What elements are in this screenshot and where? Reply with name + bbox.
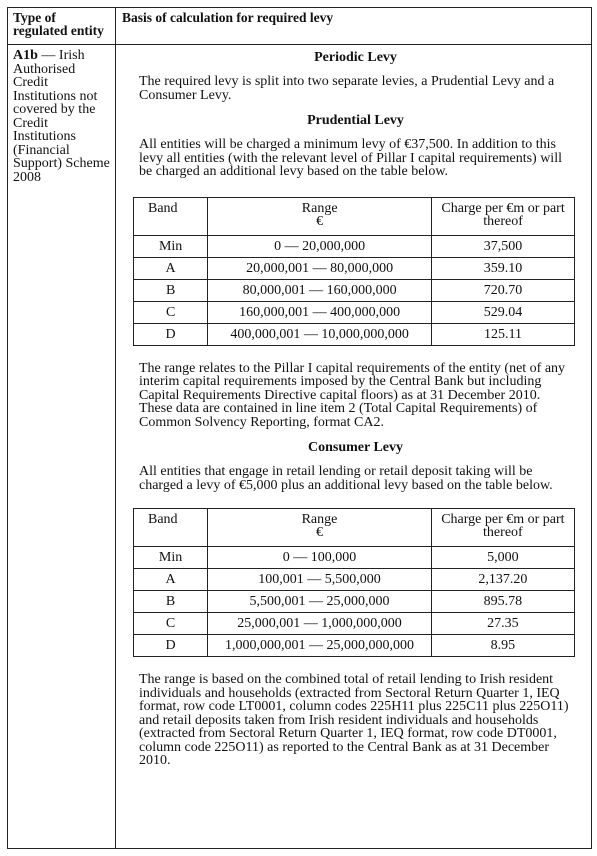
range-cell: 25,000,001 — 1,000,000,000 [208, 613, 432, 635]
range-cell: 160,000,001 — 400,000,000 [208, 301, 432, 323]
basis-cell [139, 48, 572, 768]
charge-cell: 27.35 [431, 613, 574, 635]
entity-description: — Irish Authorised Credit Institutions not covered by the Credit Institutions (Financial Support) Scheme 2008 [13, 48, 110, 185]
prudential-levy-intro: All entities will be charged a minimum levy of €37,500. In addition to this levy all entities (with the relevant level of Pillar I capital requirements) will be charged an additional levy based on the table below. [139, 137, 562, 179]
range-cell: 20,000,001 — 80,000,000 [208, 257, 432, 279]
periodic-levy-heading: Periodic Levy [314, 50, 397, 65]
range-cell: 5,500,001 — 25,000,000 [208, 591, 432, 613]
charge-header: Charge per €m or part thereof [431, 509, 574, 547]
table-row [134, 635, 575, 657]
prudential-levy-table [133, 197, 575, 346]
table-header-row [134, 197, 575, 235]
charge-cell: 359.10 [432, 257, 575, 279]
charge-cell: 5,000 [431, 547, 574, 569]
table-row [134, 279, 575, 301]
table-row [134, 613, 575, 635]
consumer-levy-note: The range is based on the combined total of retail lending to Irish resident individuals and households (extracted from Sectoral Return Quarter 1, IEQ format, row code LT0001, column codes 225H11 plus 225C11 plus 225O11) and retail deposits taken from Irish resident individuals and households (extracted from Sectoral Return Quarter 1, IEQ format, row code DT0001, column code 225O11) as reported to the Central Bank as at 31 December 2010. [139, 672, 569, 768]
entity-cell [13, 49, 113, 184]
prudential-levy-note: The range relates to the Pillar I capital requirements of the entity (net of any interim capital requirements imposed by the Central Bank but including Capital Requirements Directive capital floors) as at 31 December 2010. These data are contained in line item 2 (Total Capital Requirements) of Common Solvency Reporting, format CA2. [139, 360, 566, 430]
band-header: Band [134, 197, 208, 235]
range-cell: 100,001 — 5,500,000 [208, 569, 432, 591]
levy-document [7, 7, 592, 849]
range-cell: 1,000,000,001 — 25,000,000,000 [208, 635, 432, 657]
charge-cell: 8.95 [431, 635, 574, 657]
band-cell: B [134, 279, 208, 301]
range-header-unit: € [316, 213, 324, 229]
table-row [134, 323, 575, 345]
table-row [134, 235, 575, 257]
range-header-label: Range [301, 512, 338, 527]
prudential-levy-heading: Prudential Levy [307, 113, 404, 128]
header-basis: Basis of calculation for required levy [122, 10, 334, 25]
table-row [134, 569, 575, 591]
range-cell: 400,000,001 — 10,000,000,000 [208, 323, 432, 345]
consumer-levy-table [133, 508, 575, 657]
charge-header: Charge per €m or part thereof [432, 197, 575, 235]
table-row [134, 547, 575, 569]
band-cell: Min [134, 547, 208, 569]
range-header [208, 197, 432, 235]
band-cell: A [134, 569, 208, 591]
table-header-row [134, 509, 575, 547]
table-row [134, 591, 575, 613]
entity-code: A1b [13, 48, 38, 63]
band-cell: A [134, 257, 208, 279]
charge-cell: 720.70 [432, 279, 575, 301]
charge-cell: 529.04 [432, 301, 575, 323]
range-cell: 0 — 20,000,000 [208, 235, 432, 257]
band-cell: Min [134, 235, 208, 257]
charge-cell: 37,500 [432, 235, 575, 257]
range-cell: 80,000,001 — 160,000,000 [208, 279, 432, 301]
band-header: Band [134, 509, 208, 547]
range-header-unit: € [315, 525, 323, 540]
band-cell: D [134, 323, 208, 345]
range-cell: 0 — 100,000 [208, 547, 432, 569]
column-divider [115, 8, 116, 848]
header-divider [8, 44, 591, 45]
band-cell: C [134, 613, 208, 635]
band-cell: C [134, 301, 208, 323]
header-entity-type: Type of regulated entity [13, 10, 104, 38]
charge-cell: 2,137.20 [431, 569, 574, 591]
range-header [208, 509, 432, 547]
table-row [134, 301, 575, 323]
periodic-levy-intro: The required levy is split into two separate levies, a Prudential Levy and a Consumer Levy. [139, 74, 555, 103]
table-row [134, 257, 575, 279]
range-header-label: Range [301, 200, 338, 216]
charge-cell: 895.78 [431, 591, 574, 613]
consumer-levy-intro: All entities that engage in retail lending or retail deposit taking will be charged a levy of €5,000 plus an additional levy based on the table below. [139, 464, 553, 493]
charge-cell: 125.11 [432, 323, 575, 345]
band-cell: B [134, 591, 208, 613]
band-cell: D [134, 635, 208, 657]
consumer-levy-heading: Consumer Levy [307, 440, 404, 455]
